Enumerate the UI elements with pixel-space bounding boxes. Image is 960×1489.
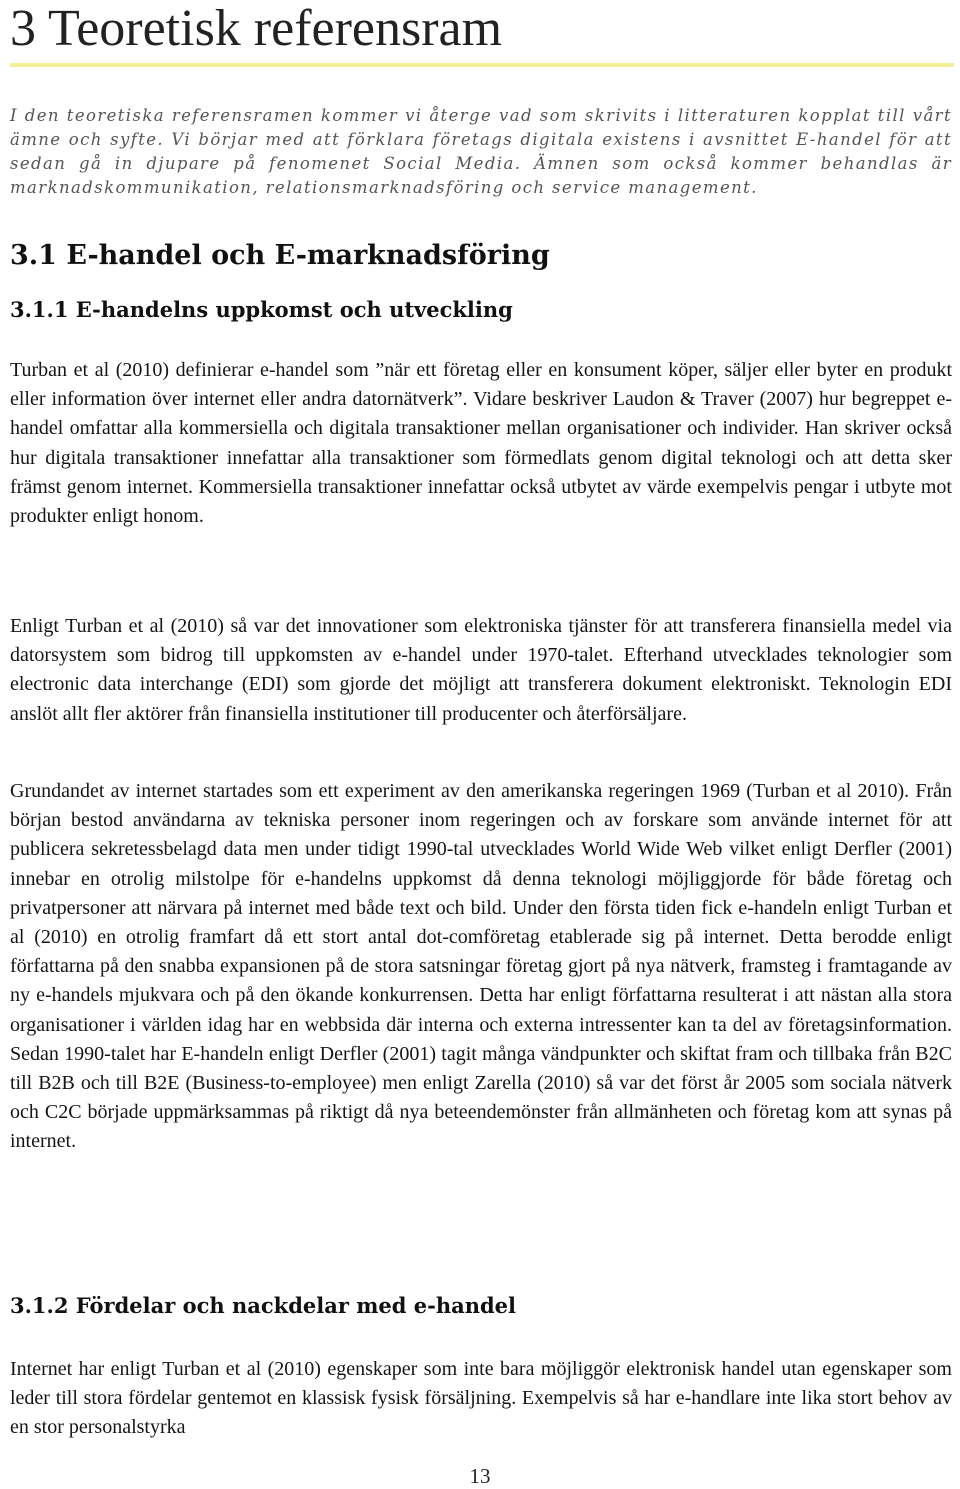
- body-paragraph: Internet har enligt Turban et al (2010) egenskaper som inte bara möjliggör elektronisk handel utan egenskaper som leder till stora fördelar gentemot en klassisk fysisk försäljning. Exempelvis så har e-handlare inte lika stort behov av en stor personalstyrka: [10, 1358, 952, 1439]
- body-paragraph: Turban et al (2010) definierar e-handel som ”när ett företag eller en konsument köper, säljer eller byter en produkt eller information över internet eller andra datornätverk”. Vidare beskriver Laudon & Traver (2007) hur begreppet e-handel omfattar alla kommersiella och digitala transaktioner mellan organisationer och individer. Han skriver också hur digitala transaktioner innefattar alla transaktioner som förmedlats genom digital teknologi och att detta sker främst genom internet. Kommersiella transaktioner innefattar också utbytet av värde exempelvis pengar i utbyte mot produkter enligt honom.: [10, 359, 952, 528]
- body-paragraph: Grundandet av internet startades som ett experiment av den amerikanska regeringen 1969 (Turban et al 2010). Från början bestod användarna av tekniska personer inom regeringen och av forskare som använde internet för att publicera sekretessbelagd data men under tidigt 1990-tal utvecklades World Wide Web vilket enligt Derfler (2001) innebar en otrolig milstolpe för e-handelns uppkomst då denna teknologi möjliggjorde för både företag och privatpersoner att närvara på internet med både text och bild. Under den första tiden fick e-handeln enligt Turban et al (2010) en otrolig framfart då ett stort antal dot-comföretag etablerade sig på internet. Detta berodde enligt författarna på den snabba expansionen på de stora satsningar företag gjort på nya nätverk, framsteg i framtagande av ny e-handels mjukvara och på den ökande konkurrensen. Detta har enligt författarna resulterat i att nästan alla stora organisationer i världen idag har en webbsida där interna och externa intressenter kan ta del av företagsinformation. Sedan 1990-talet har E-handeln enligt Derfler (2001) tagit många vändpunkter och skiftat fram och tillbaka från B2C till B2B och till B2E (Business-to-employee) men enligt Zarella (2010) så var det först år 2005 som sociala nätverk och C2C började uppmärksammas på riktigt då nya beteendemönster från allmänheten och företag kom att synas på internet.: [10, 780, 952, 1153]
- chapter-intro: I den teoretiska referensramen kommer vi återge vad som skrivits i litteraturen kopplat till vårt ämne och syfte. Vi börjar med att förklara företags digitala existens i avsnittet E-handel för att sedan gå in djupare på fenomenet Social Media. Ämnen som också kommer behandlas är marknadskommunikation, relationsmarknadsföring och service management.: [10, 106, 952, 197]
- body-paragraph: Enligt Turban et al (2010) så var det innovationer som elektroniska tjänster för att transferera finansiella medel via datorsystem som bidrog till uppkomsten av e-handel under 1970-talet. Efterhand utvecklades teknologier som electronic data interchange (EDI) som gjorde det möjligt att transferera dokument elektroniskt. Teknologin EDI anslöt allt fler aktörer från finansiella institutioner till producenter och återförsäljare.: [10, 615, 952, 725]
- page-number: 13: [469, 1464, 491, 1488]
- chapter-title: 3 Teoretisk referensram: [10, 0, 503, 57]
- subsection-heading-pros-cons: 3.1.2 Fördelar och nackdelar med e-handel: [10, 1293, 517, 1318]
- section-heading: 3.1 E-handel och E-marknadsföring: [10, 240, 550, 271]
- subsection-heading-origins: 3.1.1 E-handelns uppkomst och utveckling: [10, 297, 513, 322]
- title-underline-rule: [10, 63, 954, 67]
